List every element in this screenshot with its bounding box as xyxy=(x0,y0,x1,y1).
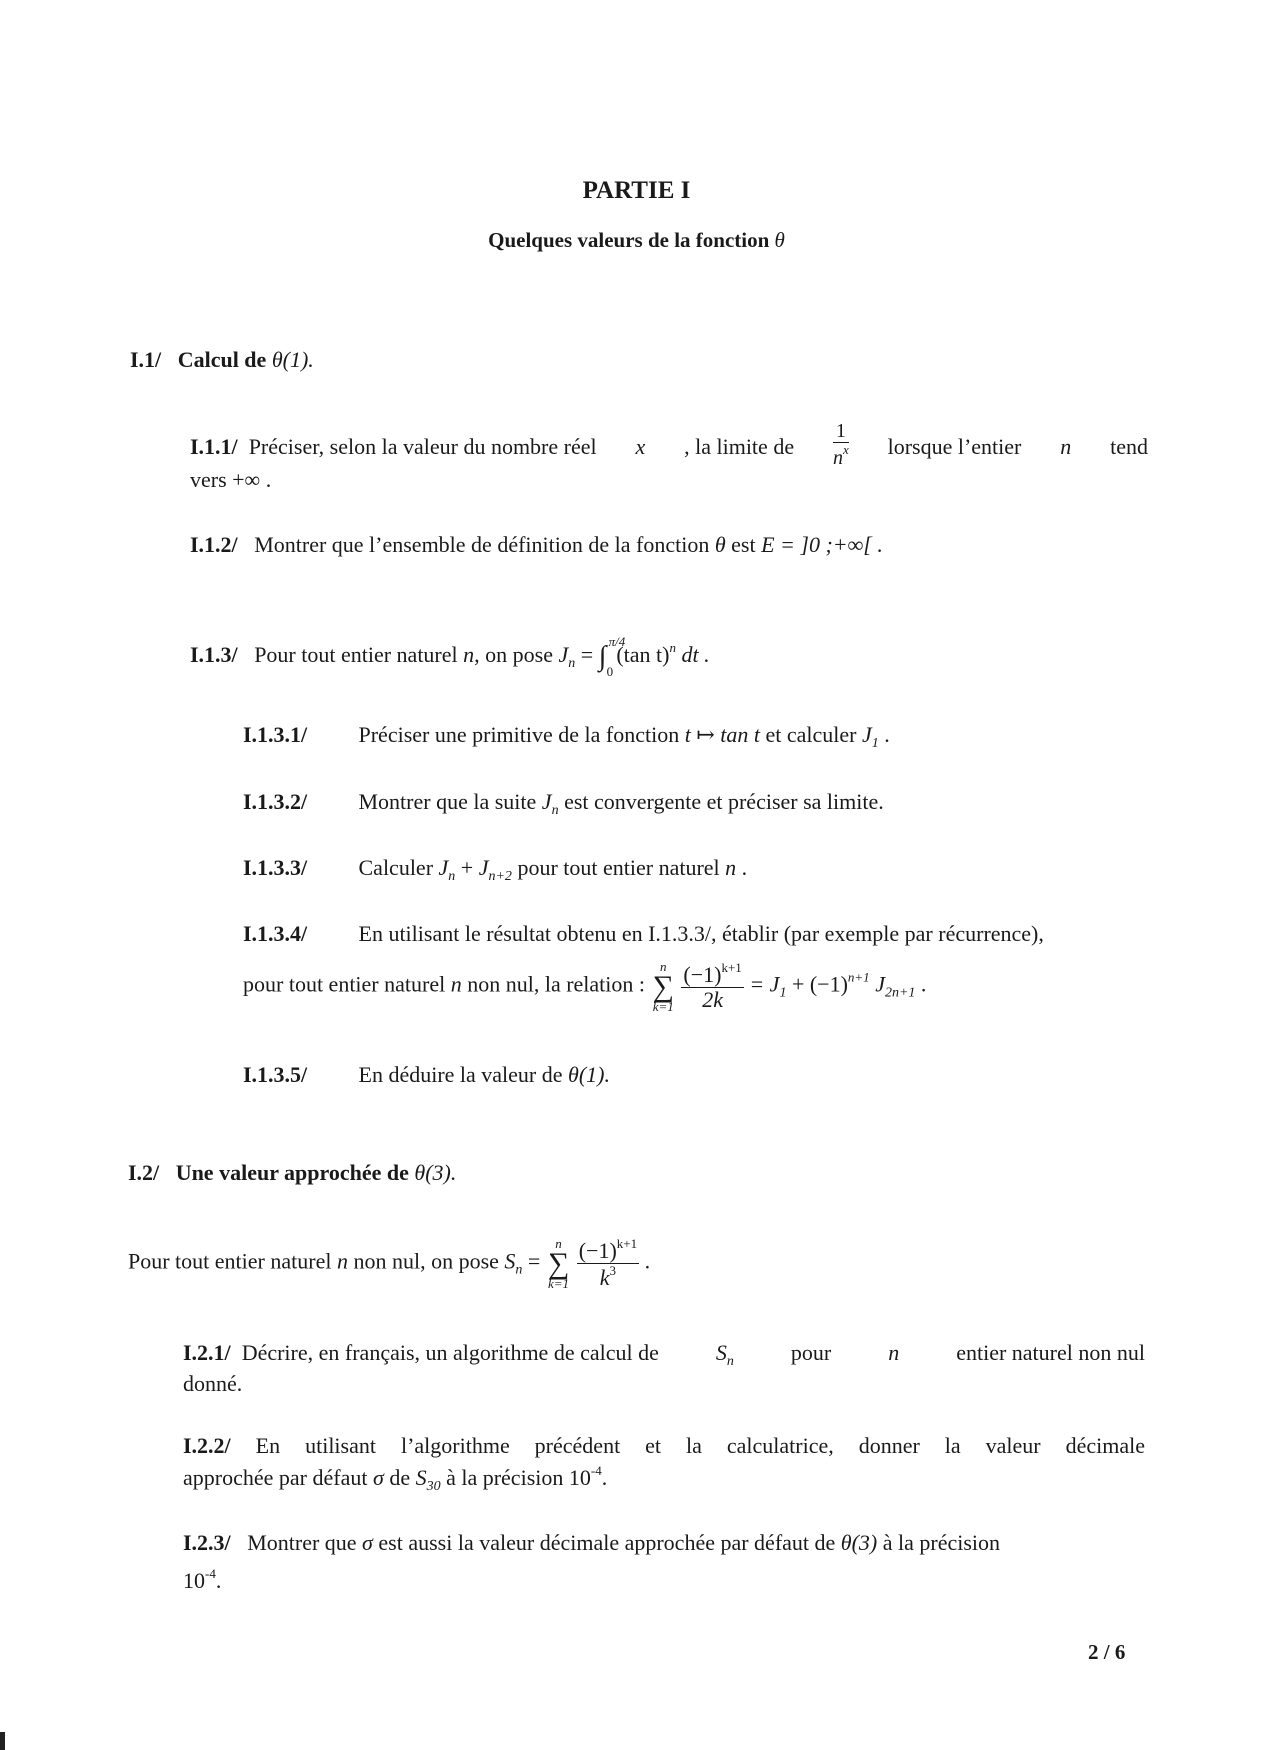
question-I-2-1: I.2.1/ Décrire, en français, un algorithme de calcul de $S_n$ pour n entier naturel non nul xyxy=(183,1340,1145,1369)
question-I-1-2: I.1.2/ Montrer que l’ensemble de définition de la fonction θ est E = ]0 ;+∞[ . xyxy=(190,532,883,557)
question-I-1-3-2: I.1.3.2/ Montrer que la suite $J_n$ est convergente et préciser sa limite. xyxy=(243,789,884,818)
page-number: 2 / 6 xyxy=(1088,1640,1126,1664)
question-I-2-2: I.2.2/ En utilisant l’algorithme précédent et la calculatrice, donner la valeur décimale xyxy=(183,1433,1146,1458)
fraction-sum-term: $\frac{(-1)^{k+1}}{k^3}$ xyxy=(578,1236,638,1291)
integral-sign: ∫ π/4 0 xyxy=(598,634,626,680)
summation-sign: n ∑ k=1 xyxy=(652,959,674,1014)
question-I-1-3-4: I.1.3.4/ En utilisant le résultat obtenu en I.1.3.3/, établir (par exemple par récurrence), xyxy=(243,921,1044,946)
question-I-1-1-line2: vers +∞ . xyxy=(190,467,272,492)
section-heading-2: I.2/ Une valeur approchée de θ(3). xyxy=(128,1160,457,1185)
question-I-1-3-3: I.1.3.3/ Calculer $J_n + J_{n+2}$ pour tout entier naturel n . xyxy=(243,855,748,884)
summation-sign: n ∑ k=1 xyxy=(547,1236,570,1292)
question-I-1-3-1: I.1.3.1/ Préciser une primitive de la fonction t ↦ tan t et calculer $J_1$ . xyxy=(243,722,890,751)
page-title: PARTIE I xyxy=(582,177,691,204)
question-I-2-3: I.2.3/ Montrer que σ est aussi la valeur décimale approchée par défaut de θ(3) à la précision xyxy=(183,1530,1001,1555)
question-I-1-1: I.1.1/ Préciser, selon la valeur du nombre réel x , la limite de $\frac{1}{n^x}$ lorsque l’entier n tend xyxy=(190,420,1148,469)
fraction-1-over-n-x: $\frac{1}{n^x}$ xyxy=(832,420,849,469)
question-I-1-3-4-relation: pour tout entier naturel n non nul, la relation : n ∑ k=1 $\frac{(-1)^{k+1}}{2k}$ = $J_1 + (-1)^{n+1}$ $J_{2n+1}$ . xyxy=(243,959,927,1014)
question-I-1-3: I.1.3/ Pour tout entier naturel n, on pose $J_n$ = ∫ π/4 0 (tan t)$^n$ dt . xyxy=(190,634,710,680)
question-I-2-1-line2: donné. xyxy=(183,1371,243,1396)
question-I-2-2-line2: approchée par défaut σ de $S_{30}$ à la précision $10^{-4}$. xyxy=(183,1463,608,1494)
section-heading-1: I.1/ Calcul de θ(1). xyxy=(130,347,314,372)
scan-edge-mark xyxy=(0,1732,5,1750)
page-subtitle: Quelques valeurs de la fonction θ xyxy=(488,228,785,252)
question-I-1-3-5: I.1.3.5/ En déduire la valeur de θ(1). xyxy=(243,1062,610,1087)
question-I-2-3-line2: $10^{-4}$. xyxy=(183,1566,222,1593)
definition-S-n: Pour tout entier naturel n non nul, on pose $S_n$ = n ∑ k=1 $\frac{(-1)^{k+1}}{k^3}$ . xyxy=(128,1236,651,1292)
fraction-sum-term: $\frac{(-1)^{k+1}}{2k}$ xyxy=(683,959,742,1012)
